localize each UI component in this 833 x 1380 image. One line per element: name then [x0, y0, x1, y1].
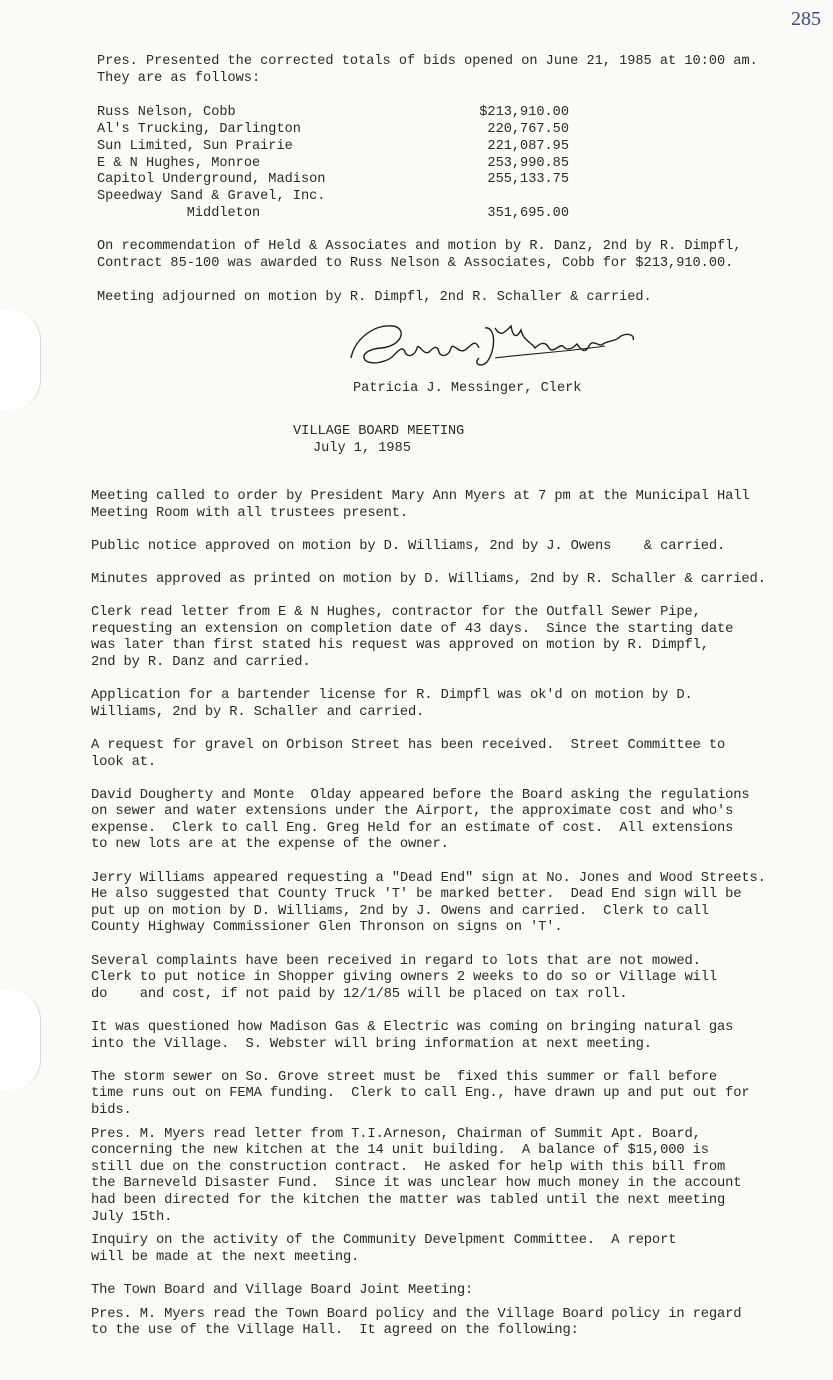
bid-amount: 253,990.85	[487, 155, 569, 171]
bidder-name: Al's Trucking, Darlington	[97, 122, 301, 138]
minutes-line: Clerk read letter from E & N Hughes, contractor for the Outfall Sewer Pipe,	[91, 605, 701, 621]
bid-row	[97, 172, 797, 189]
bid-amount	[479, 189, 569, 206]
minutes-line: bids.	[91, 1102, 132, 1118]
bid-row	[97, 189, 797, 206]
minutes-line: Pres. M. Myers read letter from T.I.Arneson, Chairman of Summit Apt. Board,	[91, 1126, 701, 1142]
paper-edge-notch	[0, 990, 41, 1090]
award-line: Contract 85-100 was awarded to Russ Nelson & Associates, Cobb for $213,910.00.	[97, 256, 734, 272]
bid-section	[97, 54, 797, 306]
minutes-line: It was questioned how Madison Gas & Electric was coming on bringing natural gas	[91, 1020, 734, 1035]
minutes-line: Application for a bartender license for R. Dimpfl was ok'd on motion by D.	[91, 688, 693, 704]
bidder-name: Speedway Sand & Gravel, Inc.	[97, 188, 326, 204]
bid-amount: 255,133.75	[487, 172, 569, 188]
minutes-line: do and cost, if not paid by 12/1/85 will be placed on tax roll.	[91, 986, 628, 1002]
minutes-line: on sewer and water extensions under the Airport, the approximate cost and who's	[91, 804, 734, 820]
minutes-line: Williams, 2nd by R. Schaller and carried.	[91, 704, 425, 720]
minutes-line: Minutes approved as printed on motion by D. Williams, 2nd by R. Schaller & carried.	[91, 571, 766, 587]
minutes-line: the Barneveld Disaster Fund. Since it was unclear how much money in the account	[91, 1176, 742, 1192]
clerk-signature	[345, 318, 645, 370]
bid-row	[97, 139, 797, 156]
bidder-name: Sun Limited, Sun Prairie	[97, 138, 293, 154]
minutes-line: time runs out on FEMA funding. Clerk to call Eng., have drawn up and put out for	[91, 1086, 750, 1102]
minutes-line: Several complaints have been received in regard to lots that are not mowed.	[91, 953, 701, 969]
bid-row	[97, 156, 797, 173]
minutes-line: The storm sewer on So. Grove street must be fixed this summer or fall before	[91, 1069, 717, 1085]
minutes-line: July 15th.	[91, 1209, 173, 1225]
minutes-line: David Dougherty and Monte Olday appeared before the Board asking the regulations	[91, 787, 750, 803]
minutes-line: Clerk to put notice in Shopper giving owners 2 weeks to do so or Village will	[91, 970, 717, 986]
adjourn-line: Meeting adjourned on motion by R. Dimpfl, 2nd R. Schaller & carried.	[97, 289, 652, 305]
bid-amount: 220,767.50	[487, 122, 569, 138]
minutes-line: into the Village. S. Webster will bring information at next meeting.	[91, 1036, 652, 1052]
paper-edge-notch	[0, 310, 41, 410]
minutes-line: concerning the new kitchen at the 14 unit building. A balance of $15,000 is	[91, 1143, 709, 1159]
minutes-line: expense. Clerk to call Eng. Greg Held for an estimate of cost. All extensions	[91, 820, 734, 836]
minutes-line: Pres. M. Myers read the Town Board policy and the Village Board policy in regard	[91, 1306, 742, 1322]
bidder-name: Capitol Underground, Madison	[97, 172, 326, 188]
meeting-date: July 1, 1985	[313, 441, 411, 456]
minutes-line: Inquiry on the activity of the Community Develpment Committee. A report	[91, 1233, 677, 1249]
bidder-name: Middleton	[97, 205, 261, 221]
minutes-line: to new lots are at the expense of the owner.	[91, 837, 449, 853]
minutes-line: requesting an extension on completion date of 43 days. Since the starting date	[91, 621, 734, 637]
minutes-line: A request for gravel on Orbison Street has been received. Street Committee to	[91, 737, 726, 753]
minutes-line: County Highway Commissioner Glen Thronson on signs on 'T'.	[91, 920, 563, 936]
minutes-line: put up on motion by D. Williams, 2nd by J. Owens and carried. Clerk to call	[91, 903, 709, 919]
minutes-line: Jerry Williams appeared requesting a "Dead End" sign at No. Jones and Wood Streets.	[91, 870, 766, 886]
bid-row	[97, 122, 797, 139]
intro-line: Pres. Presented the corrected totals of bids opened on June 21, 1985 at 10:00 am.	[97, 54, 758, 69]
bidder-name: Russ Nelson, Cobb	[97, 105, 236, 121]
minutes-line: He also suggested that County Truck 'T' be marked better. Dead End sign will be	[91, 887, 742, 903]
page-number: 285	[791, 8, 821, 30]
minutes-line: still due on the construction contract. He asked for help with this bill from	[91, 1159, 726, 1175]
minutes-line: had been directed for the kitchen the matter was tabled until the next meeting	[91, 1192, 726, 1208]
intro-line: They are as follows:	[97, 70, 261, 86]
minutes-line: was later than first stated his request was approved on motion by R. Dimpfl,	[91, 638, 709, 654]
minutes-line: will be made at the next meeting.	[91, 1249, 360, 1265]
minutes-line: look at.	[91, 754, 157, 770]
clerk-name: Patricia J. Messinger, Clerk	[353, 381, 582, 396]
minutes-line: 2nd by R. Danz and carried.	[91, 654, 311, 670]
bid-list	[97, 105, 797, 222]
bid-amount: 351,695.00	[487, 205, 569, 221]
meeting-title: VILLAGE BOARD MEETING	[293, 424, 465, 439]
bidder-name: E & N Hughes, Monroe	[97, 155, 261, 171]
minutes-line: Meeting called to order by President Mary Ann Myers at 7 pm at the Municipal Hall	[91, 489, 750, 504]
bid-amount: 221,087.95	[487, 138, 569, 154]
bid-row	[97, 206, 797, 223]
award-line: On recommendation of Held & Associates and motion by R. Danz, 2nd by R. Dimpfl,	[97, 239, 742, 255]
minutes-line: Meeting Room with all trustees present.	[91, 505, 409, 521]
minutes-line: to the use of the Village Hall. It agreed on the following:	[91, 1323, 579, 1339]
meeting-minutes	[91, 489, 791, 1340]
minutes-line: Public notice approved on motion by D. Williams, 2nd by J. Owens & carried.	[91, 538, 726, 554]
minutes-line: The Town Board and Village Board Joint Meeting:	[91, 1282, 474, 1298]
bid-row	[97, 105, 797, 122]
meeting-heading	[293, 423, 464, 457]
bid-amount: $213,910.00	[479, 105, 569, 121]
